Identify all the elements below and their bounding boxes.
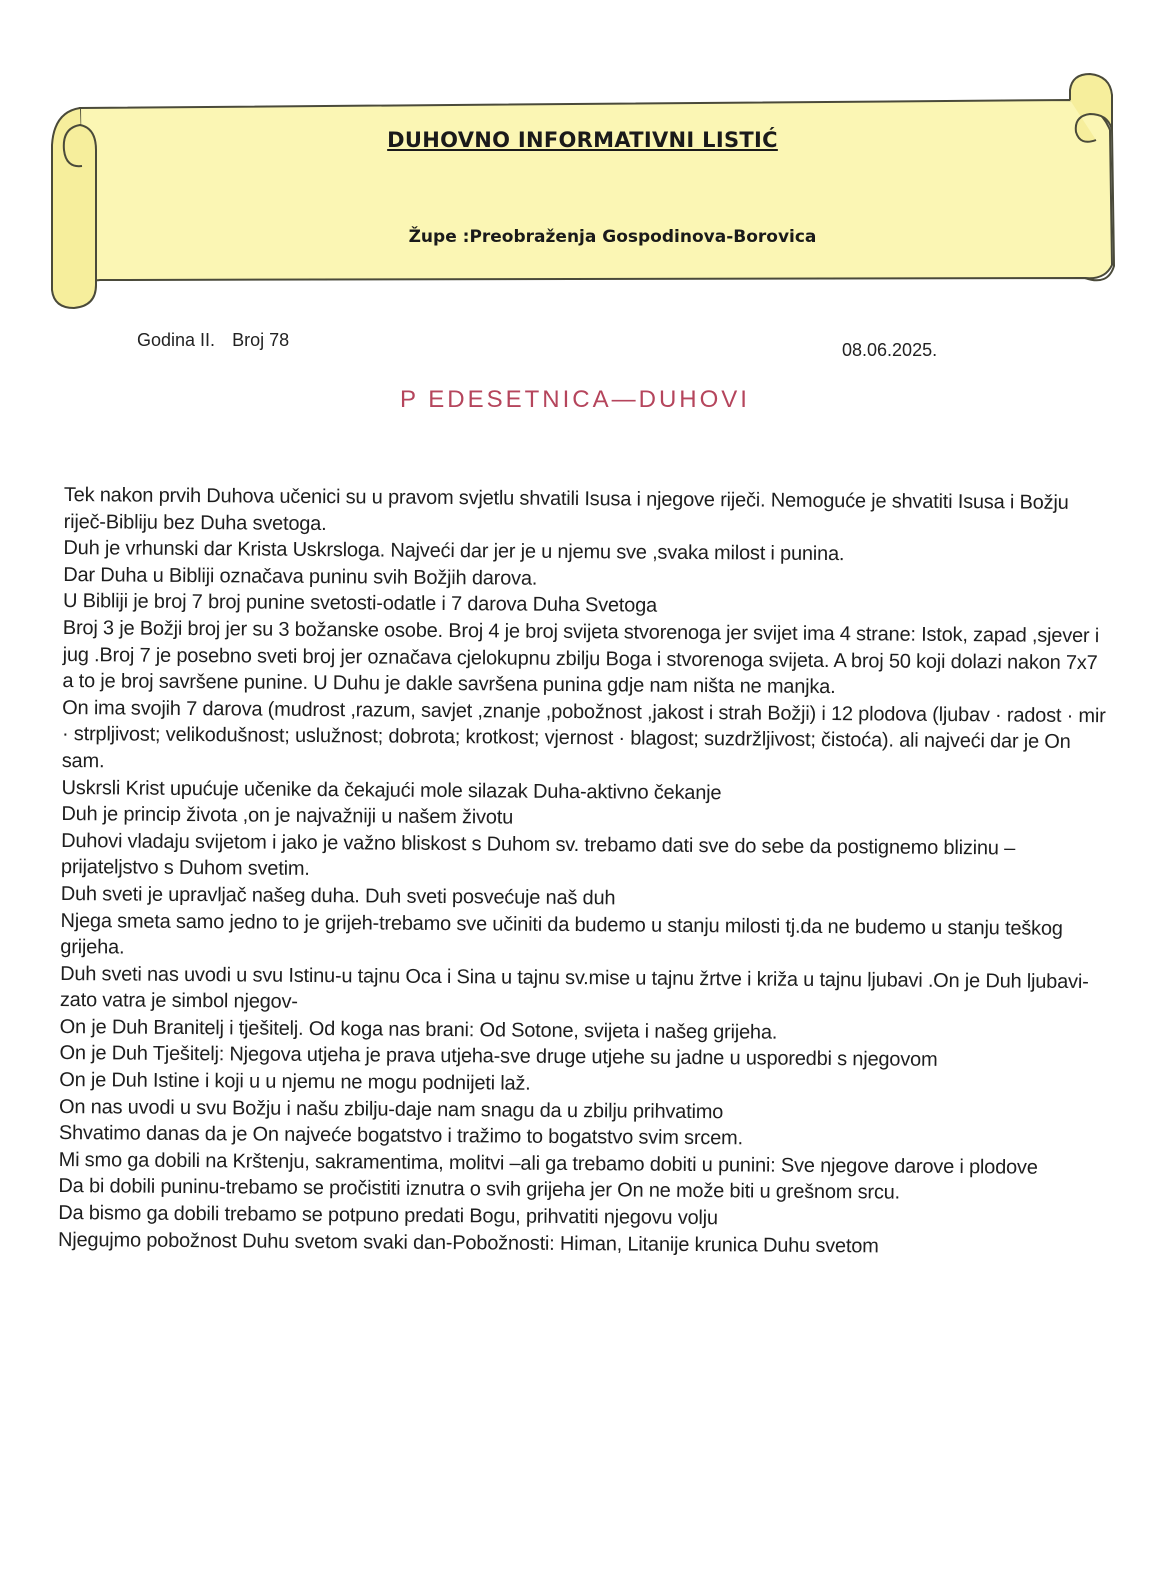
paragraph: Duh sveti nas uvodi u svu Istinu-u tajnu Oca i Sina u tajnu sv.mise u tajnu žrtve i križa u tajnu ljubavi .On je Duh ljubavi-zato vatra je simbol njegov- [59,962,1089,1014]
paragraph: Duh je vrhunski dar Krista Uskrsloga. Najveći dar jer je u njemu sve ,svaka milost i punina. [63,537,845,566]
paragraph: Tek nakon prvih Duhova učenici su u pravom svjetlu shvatili Isusa i njegove riječi. Nemoguće je shvatiti Isusa i Božju riječ-Bibliju bez Duha svetoga. [63,483,1069,535]
paragraph: On nas uvodi u svu Božju i našu zbilju-daje nam snagu da u zbilju prihvatimo [59,1095,724,1123]
article-body [58,482,1114,1261]
issue-info [137,330,301,351]
paragraph: Da bismo ga dobili trebamo se potpuno predati Bogu, prihvatiti njegovu volju [58,1202,718,1230]
page-heading: P EDESETNICA—DUHOVI [400,386,750,413]
issue-year: Godina II. [137,330,216,350]
paragraph: Mi smo ga dobili na Krštenju, sakramentima, molitvi –ali ga trebamo dobiti u punini: Sve njegove darove i plodove [58,1148,1038,1179]
paragraph: Njegujmo pobožnost Duhu svetom svaki dan-Pobožnosti: Himan, Litanije krunica Duhu svetom [57,1228,879,1258]
scroll-banner-graphic [40,70,1125,315]
paragraph: Da bi dobili puninu-trebamo se pročistiti iznutra o svih grijeha jer On ne može biti u grešnom srcu. [58,1175,901,1205]
paragraph: Duh je princip života ,on je najvažniji u našem životu [61,803,514,829]
paragraph: Duhovi vladaju svijetom i jako je važno bliskost s Duhom sv. trebamo dati sve do sebe da postignemo blizinu –prijateljstvo s Duhom svetim. [60,829,1016,881]
parish-subtitle: Župe :Preobraženja Gospodinova-Borovica [408,227,817,247]
paragraph: Broj 3 je Božji broj jer su 3 božanske osobe. Broj 4 je broj svijeta stvorenoga jer svijet ima 4 strane: Istok, zapad ,sjever i jug .Broj 7 je posebno sveti broj jer označava cjelokupnu zbilju Boga i stvorenoga svijeta. A broj 50 koji dolazi nakon 7x7 a to je broj savršene punine. U Duhu je dakle savršena punina gdje nam ništa ne manjka. [62,616,1100,699]
paragraph: On je Duh Istine i koji u u njemu ne mogu podnijeti laž. [59,1069,531,1095]
paragraph: Njega smeta samo jedno to je grijeh-trebamo sve učiniti da budemo u stanju milosti tj.da ne budemo u stanju teškog grijeha. [60,909,1063,959]
paragraph: On je Duh Tješitelj: Njegova utjeha je prava utjeha-sve druge utjehe su jadne u usporedbi s njegovom [59,1042,938,1072]
paragraph: Dar Duha u Bibliji označava puninu svih Božjih darova. [63,563,538,590]
paragraph: Shvatimo danas da je On najveće bogatstvo i tražimo to bogatstvo svim srcem. [58,1122,743,1150]
scroll-banner [40,70,1125,315]
newsletter-title: DUHOVNO INFORMATIVNI LISTIĆ [387,128,778,152]
paragraph: On ima svojih 7 darova (mudrost ,razum, savjet ,znanje ,pobožnost ,jakost i strah Božji) i 12 plodova (ljubav · radost · mir · strpljivost; velikodušnost; uslužnost; dobrota; krotkost; vjernost · blagost; suzdržljivost; čistoća). ali najveći dar je On sam. [61,696,1106,773]
issue-number: Broj 78 [232,330,290,350]
issue-date: 08.06.2025. [842,340,938,360]
paragraph: On je Duh Branitelj i tješitelj. Od koga nas brani: Od Sotone, svijeta i našeg grijeha. [59,1015,778,1044]
paragraph: Uskrsli Krist upućuje učenike da čekajući mole silazak Duha-aktivno čekanje [61,776,722,804]
paragraph: U Bibliji je broj 7 broj punine svetosti-odatle i 7 darova Duha Svetoga [62,590,658,618]
paragraph: Duh sveti je upravljač našeg duha. Duh sveti posvećuje naš duh [60,882,616,910]
